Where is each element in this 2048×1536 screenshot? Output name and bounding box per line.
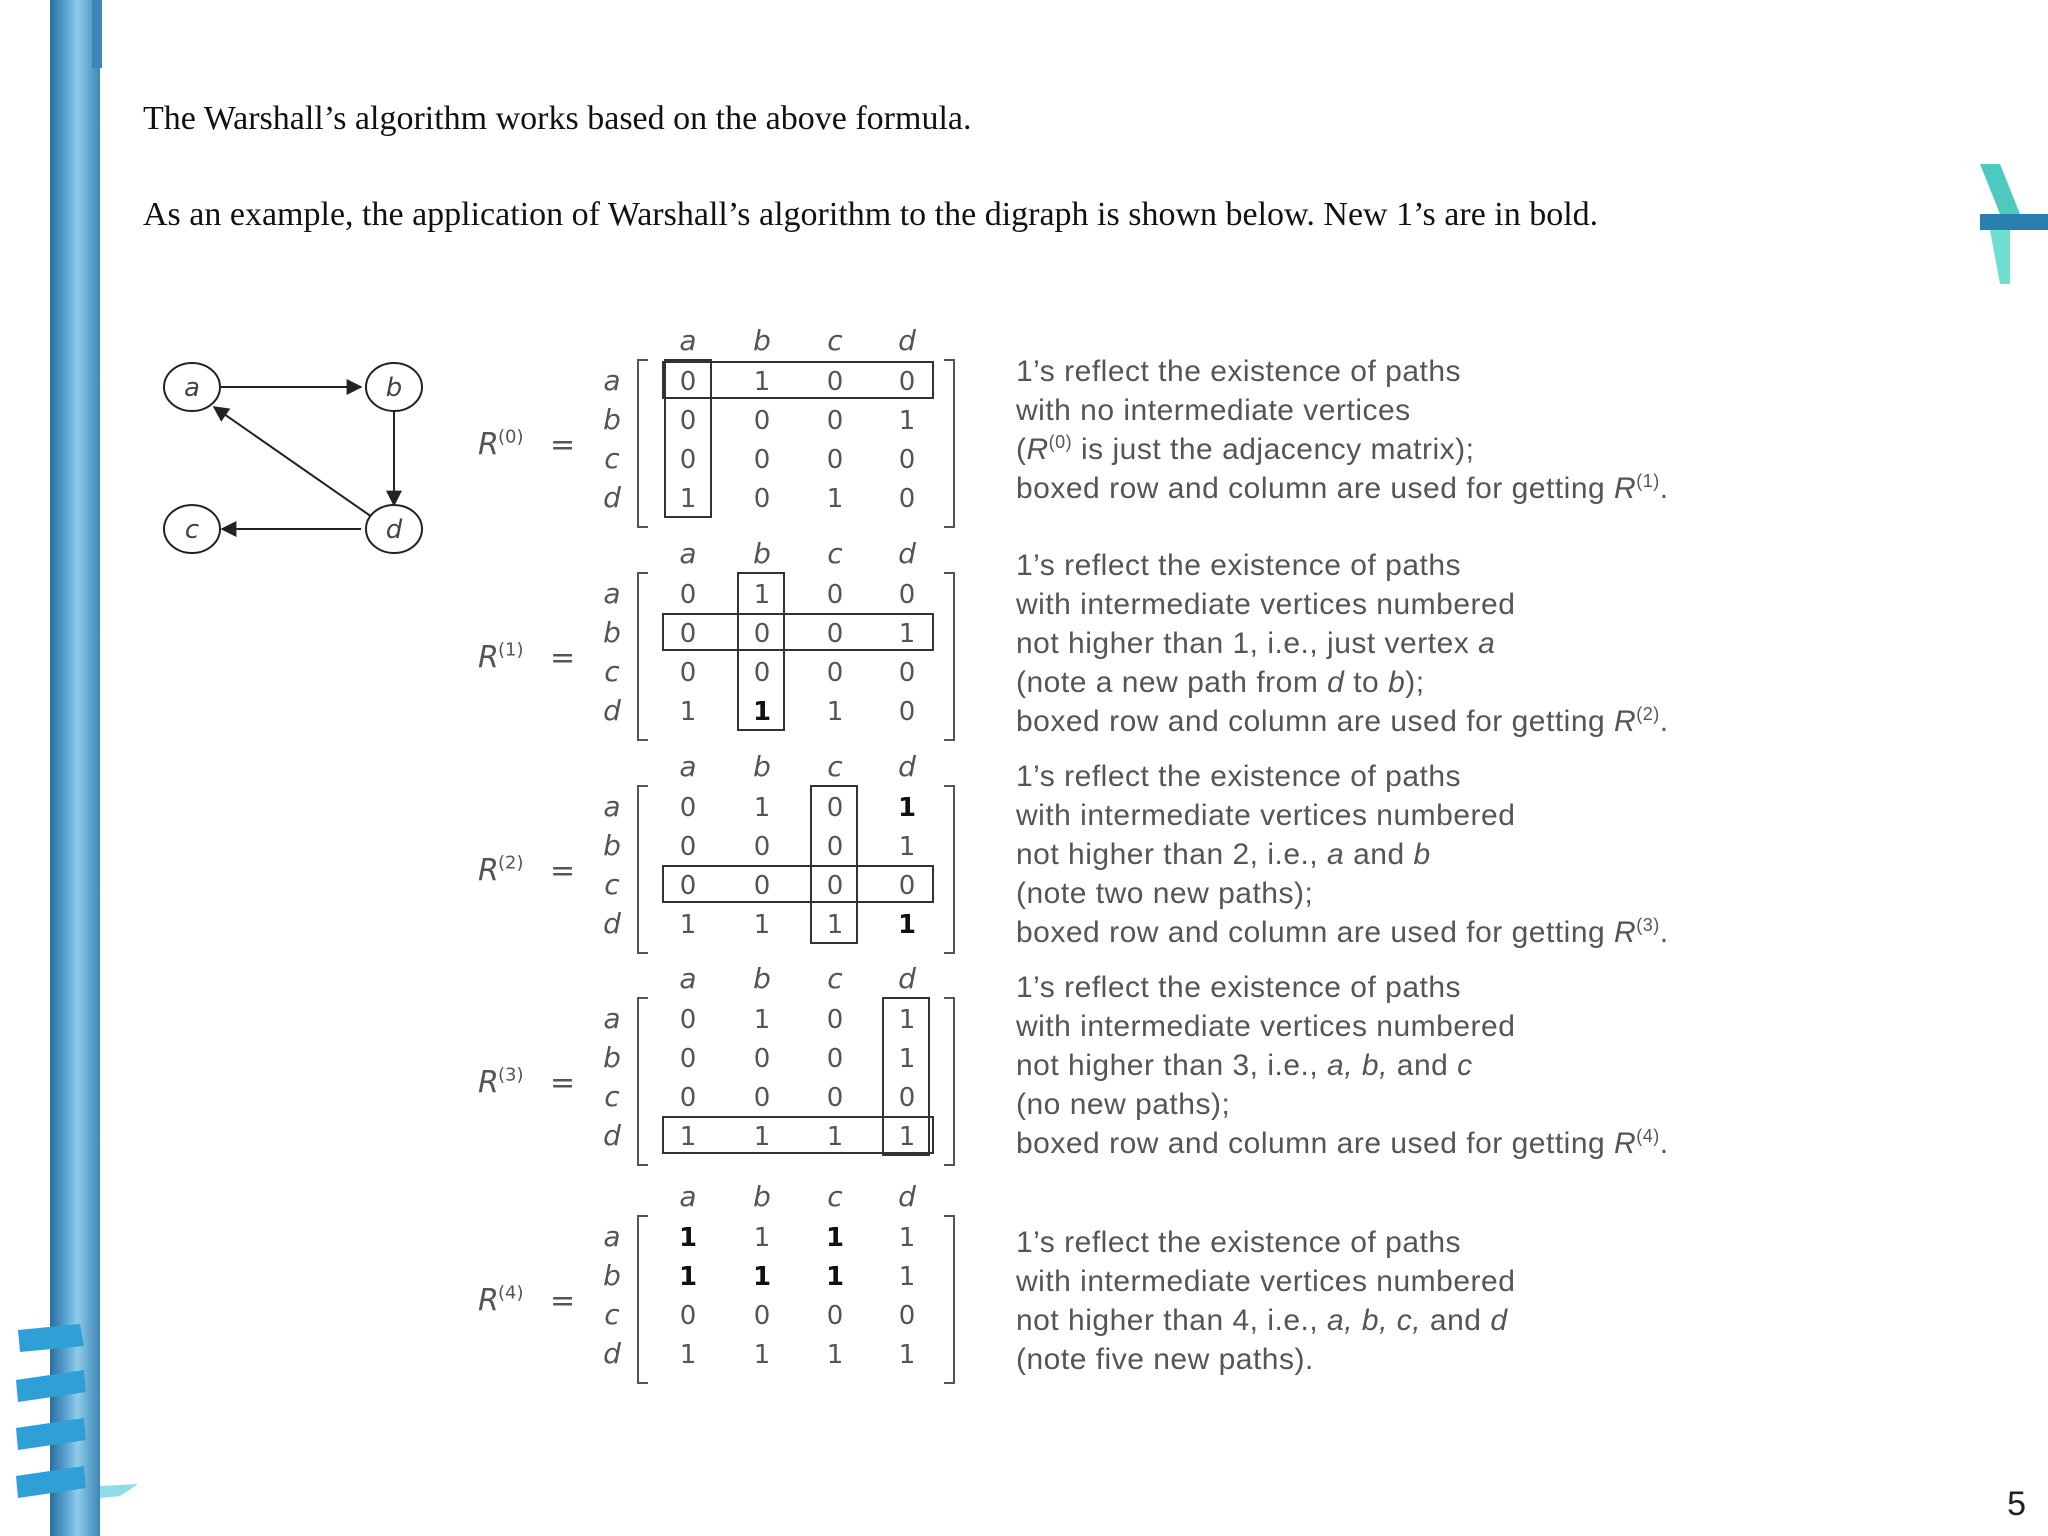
matrix-col-label: b [753, 324, 771, 357]
matrix-cell: 0 [679, 1005, 697, 1035]
matrix-cell: 0 [826, 658, 844, 688]
description-line [1016, 1301, 1515, 1340]
vertex-label: b [385, 373, 403, 403]
matrix-cell: 0 [826, 1301, 844, 1331]
description-text: R [1614, 472, 1637, 505]
matrix-cell: 1 [679, 697, 697, 727]
matrix-cell: 1 [679, 484, 697, 514]
description-text: R [1026, 433, 1049, 466]
matrix-left-bracket [638, 786, 648, 953]
description-text: . [1659, 1127, 1669, 1160]
description-text: 1’s reflect the existence of paths [1016, 355, 1462, 388]
matrix-cell: 0 [753, 1083, 771, 1113]
description-text: . [1659, 705, 1669, 738]
matrix-col-label: c [827, 750, 843, 783]
matrix-cell: 0 [898, 1301, 916, 1331]
description-text: 1’s reflect the existence of paths [1016, 760, 1462, 793]
description-line [1016, 702, 1669, 741]
description-text: 1’s reflect the existence of paths [1016, 971, 1462, 1004]
matrix-superscript: (4) [498, 1282, 524, 1304]
matrix-cell: 1 [898, 1262, 916, 1292]
matrix-left-bracket [638, 573, 648, 740]
description-line [1016, 968, 1669, 1007]
description-line [1016, 585, 1669, 624]
matrix-cell: 0 [679, 445, 697, 475]
matrix-right-bracket [944, 786, 954, 953]
matrix-cell: 1 [826, 1340, 844, 1370]
matrix-col-label: a [679, 324, 697, 357]
description-text: boxed row and column are used for getting [1016, 705, 1615, 738]
matrix-cell: 1 [753, 580, 771, 610]
vertex-label: a [184, 373, 200, 403]
matrix-cell: 1 [826, 910, 844, 940]
matrix-cell: 0 [753, 445, 771, 475]
matrix-name: R [478, 640, 499, 676]
description-text: and [1421, 1304, 1491, 1337]
matrix-cell: 1 [898, 832, 916, 862]
description-line [1016, 1262, 1515, 1301]
matrix-cell: 0 [679, 793, 697, 823]
matrix-col-label: d [898, 750, 916, 783]
matrix-cell: 1 [753, 1005, 771, 1035]
matrix-description [1016, 352, 1669, 508]
matrix-cell: 0 [826, 367, 844, 397]
matrix-left-bracket [638, 1216, 648, 1383]
matrix-cell: 0 [826, 1044, 844, 1074]
matrix-cell: 0 [679, 580, 697, 610]
description-line [1016, 391, 1669, 430]
matrix-row-label: b [603, 616, 621, 649]
matrix-cell: 0 [679, 1044, 697, 1074]
matrix-row-label: c [604, 655, 620, 688]
matrix-cell: 1 [826, 484, 844, 514]
matrix-cell: 0 [898, 697, 916, 727]
matrix-cell: 0 [898, 445, 916, 475]
matrix-right-bracket [944, 573, 954, 740]
matrix-row-label: b [603, 1041, 621, 1074]
matrix-cell: 1 [898, 1223, 916, 1253]
boxed-row [663, 614, 933, 650]
matrix-col-label: d [898, 1180, 916, 1213]
matrix-row-label: a [603, 790, 621, 823]
matrix-cell: 1 [898, 1122, 916, 1152]
description-line [1016, 913, 1669, 952]
matrix-cell: 0 [826, 1005, 844, 1035]
matrix-col-label: d [898, 962, 916, 995]
matrix-cell: 0 [826, 871, 844, 901]
matrix-right-bracket [944, 360, 954, 527]
boxed-row [663, 866, 933, 902]
matrix-left-bracket [638, 360, 648, 527]
matrix-cell: 1 [678, 1223, 698, 1253]
matrix-cell: 0 [753, 484, 771, 514]
matrix-col-label: b [753, 750, 771, 783]
description-text: a, b, [1327, 1049, 1388, 1082]
matrix-equals: = [550, 640, 576, 676]
matrix-cell: 0 [679, 832, 697, 862]
matrix-cell: 1 [825, 1223, 845, 1253]
description-line [1016, 663, 1669, 702]
description-text: with intermediate vertices numbered [1016, 799, 1516, 832]
matrix-col-label: d [898, 537, 916, 570]
matrix-row-label: a [603, 1220, 621, 1253]
description-text: . [1659, 916, 1669, 949]
description-line [1016, 874, 1669, 913]
matrix-superscript: (1) [498, 639, 524, 661]
description-line [1016, 1007, 1669, 1046]
matrix-row-label: d [603, 481, 621, 514]
matrix-cell: 1 [679, 1122, 697, 1152]
vertex-label: c [184, 515, 200, 545]
matrix-row-label: c [604, 1080, 620, 1113]
matrix-cell: 1 [753, 910, 771, 940]
superscript-text: (3) [1636, 915, 1660, 935]
matrix-col-label: b [753, 962, 771, 995]
matrix-row-label: a [603, 364, 621, 397]
description-text: 1’s reflect the existence of paths [1016, 549, 1462, 582]
matrix-row-label: c [604, 868, 620, 901]
matrix-cell: 0 [826, 445, 844, 475]
matrix-cell: 1 [898, 1340, 916, 1370]
matrix-cell: 1 [678, 1262, 698, 1292]
matrix-cell: 1 [898, 406, 916, 436]
matrix-cell: 0 [679, 1083, 697, 1113]
matrix-superscript: (2) [498, 852, 524, 874]
matrix-cell: 1 [897, 793, 917, 823]
matrix-cell: 0 [679, 871, 697, 901]
description-text: 1’s reflect the existence of paths [1016, 1226, 1462, 1259]
matrix-cell: 1 [897, 910, 917, 940]
matrix-col-label: b [753, 537, 771, 570]
description-text: (no new paths); [1016, 1088, 1231, 1121]
matrix-col-label: a [679, 962, 697, 995]
boxed-row [663, 362, 933, 398]
description-text: not higher than 4, i.e., [1016, 1304, 1328, 1337]
matrix-row-label: d [603, 1119, 621, 1152]
description-line [1016, 757, 1669, 796]
matrix-right-bracket [944, 1216, 954, 1383]
matrix-cell: 1 [826, 1122, 844, 1152]
matrix-cell: 1 [898, 619, 916, 649]
matrix-cell: 0 [898, 484, 916, 514]
description-text: (note five new paths). [1016, 1343, 1314, 1376]
matrix-row-label: d [603, 694, 621, 727]
matrix-cell: 0 [753, 832, 771, 862]
description-line [1016, 1340, 1515, 1379]
boxed-row [663, 1117, 933, 1153]
matrix-cell: 1 [753, 793, 771, 823]
description-text: ); [1405, 666, 1425, 699]
matrix-col-label: c [827, 324, 843, 357]
matrix-cell: 1 [826, 697, 844, 727]
matrix-col-label: a [679, 537, 697, 570]
matrix-cell: 1 [753, 1340, 771, 1370]
matrix-cell: 0 [898, 580, 916, 610]
superscript-text: (2) [1636, 704, 1660, 724]
matrix-cell: 0 [826, 832, 844, 862]
description-line [1016, 1223, 1515, 1262]
matrix-name: R [478, 427, 499, 463]
description-line [1016, 1046, 1669, 1085]
matrix-equals: = [550, 427, 576, 463]
superscript-text: (0) [1048, 432, 1073, 452]
matrix-col-label: c [827, 1180, 843, 1213]
description-line [1016, 1124, 1669, 1163]
description-text: to [1344, 666, 1389, 699]
description-text: . [1659, 472, 1669, 505]
matrix-cell: 1 [679, 910, 697, 940]
matrix-col-label: b [753, 1180, 771, 1213]
description-text: with no intermediate vertices [1016, 394, 1411, 427]
description-text: with intermediate vertices numbered [1016, 588, 1516, 621]
description-line [1016, 469, 1669, 508]
page-number: 5 [2007, 1485, 2026, 1523]
matrix-cell: 1 [752, 1262, 772, 1292]
matrix-cell: 0 [753, 619, 771, 649]
matrix-superscript: (3) [498, 1064, 524, 1086]
matrix-cell: 1 [753, 367, 771, 397]
matrix-cell: 0 [753, 658, 771, 688]
matrix-row-label: d [603, 907, 621, 940]
matrix-cell: 0 [753, 406, 771, 436]
matrix-cell: 0 [679, 619, 697, 649]
matrix-cell: 0 [753, 1044, 771, 1074]
matrix-description [1016, 1223, 1515, 1379]
matrix-cell: 1 [679, 1340, 697, 1370]
matrix-cell: 0 [898, 871, 916, 901]
description-text: d [1490, 1304, 1508, 1337]
intro-line: The Warshall’s algorithm works based on the above formula. [143, 100, 972, 137]
matrix-cell: 1 [753, 1223, 771, 1253]
matrix-cell: 0 [679, 367, 697, 397]
matrix-row-label: b [603, 403, 621, 436]
example-intro-paragraph: As an example, the application of Warshall’s algorithm to the digraph is shown below. New 1’s are in bold. [143, 196, 1599, 233]
description-text: and [1387, 1049, 1458, 1082]
matrix-cell: 1 [898, 1044, 916, 1074]
description-text: R [1614, 1127, 1637, 1160]
description-text: b [1413, 838, 1431, 871]
description-text: (note a new path from [1016, 666, 1328, 699]
matrix-cell: 0 [753, 1301, 771, 1331]
matrix-superscript: (0) [498, 426, 524, 448]
description-line [1016, 1085, 1669, 1124]
matrix-cell: 0 [679, 658, 697, 688]
matrix-name: R [478, 1065, 499, 1101]
matrix-cell: 1 [753, 1122, 771, 1152]
description-line [1016, 430, 1669, 469]
matrix-cell: 0 [826, 1083, 844, 1113]
matrix-cell: 0 [826, 793, 844, 823]
matrix-cell: 1 [752, 697, 772, 727]
description-text: R [1614, 705, 1637, 738]
matrix-cell: 0 [826, 406, 844, 436]
matrix-cell: 0 [679, 406, 697, 436]
description-text: with intermediate vertices numbered [1016, 1265, 1516, 1298]
superscript-text: (4) [1636, 1126, 1660, 1146]
description-text: not higher than 3, i.e., [1016, 1049, 1328, 1082]
matrix-row-label: c [604, 1298, 620, 1331]
superscript-text: (1) [1636, 471, 1660, 491]
matrix-name: R [478, 1283, 499, 1319]
matrix-description [1016, 757, 1669, 952]
description-text: boxed row and column are used for getting [1016, 1127, 1615, 1160]
description-text: d [1327, 666, 1345, 699]
description-line [1016, 796, 1669, 835]
vertex-label: d [385, 515, 403, 545]
description-line [1016, 835, 1669, 874]
description-text: not higher than 1, i.e., just vertex [1016, 627, 1479, 660]
matrix-cell: 0 [898, 658, 916, 688]
matrix-col-label: c [827, 537, 843, 570]
matrix-row-label: a [603, 577, 621, 610]
description-line [1016, 624, 1669, 663]
matrix-right-bracket [944, 998, 954, 1165]
matrix-name: R [478, 853, 499, 889]
matrix-cell: 0 [753, 871, 771, 901]
description-text: not higher than 2, i.e., [1016, 838, 1328, 871]
matrix-cell: 0 [898, 367, 916, 397]
description-text: a [1327, 838, 1345, 871]
matrix-row-label: d [603, 1337, 621, 1370]
matrix-col-label: a [679, 750, 697, 783]
matrix-row-label: b [603, 1259, 621, 1292]
description-text: ( [1016, 433, 1027, 466]
matrix-row-label: a [603, 1002, 621, 1035]
description-text: c [1457, 1049, 1473, 1082]
matrix-cell: 0 [679, 1301, 697, 1331]
description-text: R [1614, 916, 1637, 949]
description-line [1016, 546, 1669, 585]
matrix-equals: = [550, 1283, 576, 1319]
matrix-row-label: c [604, 442, 620, 475]
description-text: a, b, c, [1327, 1304, 1422, 1337]
matrix-equals: = [550, 853, 576, 889]
description-text: boxed row and column are used for getting [1016, 472, 1615, 505]
matrix-cell: 1 [898, 1005, 916, 1035]
description-text: (note two new paths); [1016, 877, 1314, 910]
matrix-cell: 0 [826, 580, 844, 610]
description-text: boxed row and column are used for getting [1016, 916, 1615, 949]
matrix-cell: 0 [898, 1083, 916, 1113]
description-text: with intermediate vertices numbered [1016, 1010, 1516, 1043]
matrix-cell: 1 [825, 1262, 845, 1292]
description-text: and [1344, 838, 1414, 871]
matrix-description [1016, 968, 1669, 1163]
matrix-description [1016, 546, 1669, 741]
description-text: b [1388, 666, 1406, 699]
description-text: is just the adjacency matrix); [1072, 433, 1475, 466]
description-line [1016, 352, 1669, 391]
matrix-col-label: c [827, 962, 843, 995]
matrix-left-bracket [638, 998, 648, 1165]
matrix-col-label: d [898, 324, 916, 357]
matrix-equals: = [550, 1065, 576, 1101]
matrix-col-label: a [679, 1180, 697, 1213]
matrix-row-label: b [603, 829, 621, 862]
description-text: a [1478, 627, 1496, 660]
matrix-cell: 0 [826, 619, 844, 649]
